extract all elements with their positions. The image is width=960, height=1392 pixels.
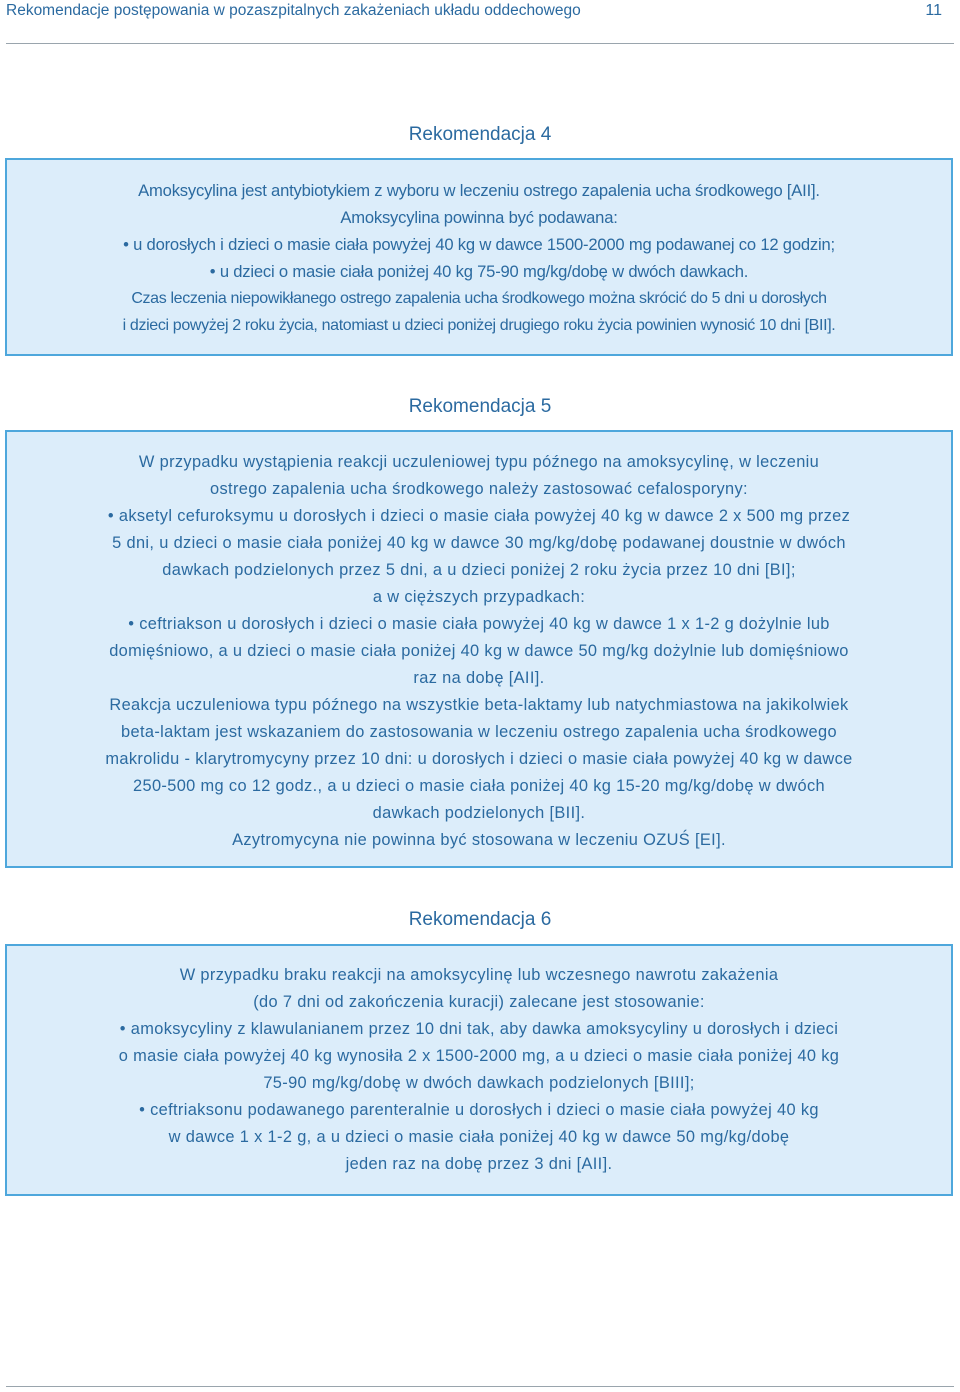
rec5-line: beta-laktam jest wskazaniem do zastosowania w leczeniu ostrego zapalenia ucha środkowego	[121, 723, 837, 741]
rec6-line: (do 7 dni od zakończenia kuracji) zalecane jest stosowanie:	[253, 993, 705, 1011]
rec4-line: i dzieci powyżej 2 roku życia, natomiast u dzieci poniżej drugiego roku życia powinien wynosić 10 dni [BII].	[122, 317, 836, 334]
running-title: Rekomendacje postępowania w pozaszpitalnych zakażeniach układu oddechowego	[6, 2, 581, 19]
recommendation-4-box	[5, 158, 953, 356]
rec6-line: o masie ciała powyżej 40 kg wynosiła 2 x 1500-2000 mg, a u dzieci o masie ciała poniżej 40 kg	[118, 1047, 840, 1065]
rec5-line: ostrego zapalenia ucha środkowego należy zastosować cefalosporyny:	[210, 480, 748, 498]
rec5-line: domięśniowo, a u dzieci o masie ciała poniżej 40 kg w dawce 50 mg/kg dożylnie lub domięśniowo	[109, 642, 849, 660]
recommendation-4-heading: Rekomendacja 4	[408, 124, 552, 145]
rec5-line: raz na dobę [AII].	[413, 669, 545, 687]
rec5-line: makrolidu - klarytromycyny przez 10 dni: u dorosłych i dzieci o masie ciała powyżej 40 kg w dawce	[105, 750, 853, 768]
rec5-line: dawkach podzielonych [BII].	[372, 804, 586, 822]
rec5-line: dawkach podzielonych przez 5 dni, a u dzieci poniżej 2 roku życia przez 10 dni [BI];	[162, 561, 796, 579]
rec6-line: jeden raz na dobę przez 3 dni [AII].	[345, 1155, 613, 1173]
rec5-bullet-item: • ceftriakson u dorosłych i dzieci o masie ciała powyżej 40 kg w dawce 1 x 1-2 g dożylnie lub	[7, 611, 951, 638]
rec6-bullet-item: • ceftriaksonu podawanego parenteralnie u dorosłych i dzieci o masie ciała powyżej 40 kg	[7, 1097, 951, 1124]
rec4-bullet-item: • u dorosłych i dzieci o masie ciała powyżej 40 kg w dawce 1500-2000 mg podawanej co 12 godzin;	[7, 231, 951, 258]
rec4-bullet-item: • u dzieci o masie ciała poniżej 40 kg 75-90 mg/kg/dobę w dwóch dawkach.	[7, 258, 951, 285]
recommendation-5-box	[5, 430, 953, 868]
rec5-line: a w cięższych przypadkach:	[372, 588, 586, 606]
rec4-line: Czas leczenia niepowikłanego ostrego zapalenia ucha środkowego można skrócić do 5 dni u dorosłych	[131, 290, 827, 307]
rec5-line: Azytromycyna nie powinna być stosowana w leczeniu OZUŚ [EI].	[232, 831, 726, 849]
recommendation-5-heading: Rekomendacja 5	[408, 396, 552, 417]
page-header	[6, 0, 954, 44]
rec6-line: 75-90 mg/kg/dobę w dwóch dawkach podzielonych [BIII];	[263, 1074, 695, 1092]
rec4-line: Amoksycylina powinna być podawana:	[340, 208, 618, 227]
recommendation-6-heading: Rekomendacja 6	[408, 909, 552, 930]
recommendation-6-box	[5, 944, 953, 1196]
rec6-bullet-item: • amoksycyliny z klawulanianem przez 10 dni tak, aby dawka amoksycyliny u dorosłych i dzieci	[7, 1016, 951, 1043]
rec5-line: W przypadku wystąpienia reakcji uczuleniowej typu późnego na amoksycylinę, w leczeniu	[138, 453, 820, 471]
rec5-line: 5 dni, u dzieci o masie ciała poniżej 40 kg w dawce 30 mg/kg/dobę podawanej doustnie w dwóch	[112, 534, 846, 552]
rec6-line: W przypadku braku reakcji na amoksycylinę lub wczesnego nawrotu zakażenia	[179, 966, 779, 984]
rec5-line: 250-500 mg co 12 godz., a u dzieci o masie ciała poniżej 40 kg 15-20 mg/kg/dobę w dwóch	[133, 777, 825, 795]
rec5-bullet-item: • aksetyl cefuroksymu u dorosłych i dzieci o masie ciała powyżej 40 kg w dawce 2 x 500 mg przez	[7, 503, 951, 530]
page-footer-rule	[6, 1386, 954, 1387]
page-number: 11	[925, 2, 942, 19]
rec4-line: Amoksycylina jest antybiotykiem z wyboru w leczeniu ostrego zapalenia ucha środkowego [AII].	[138, 181, 820, 200]
rec6-line: w dawce 1 x 1-2 g, a u dzieci o masie ciała poniżej 40 kg w dawce 50 mg/kg/dobę	[168, 1128, 790, 1146]
rec5-line: Reakcja uczuleniowa typu późnego na wszystkie beta-laktamy lub natychmiastowa na jakikolwiek	[109, 696, 849, 714]
